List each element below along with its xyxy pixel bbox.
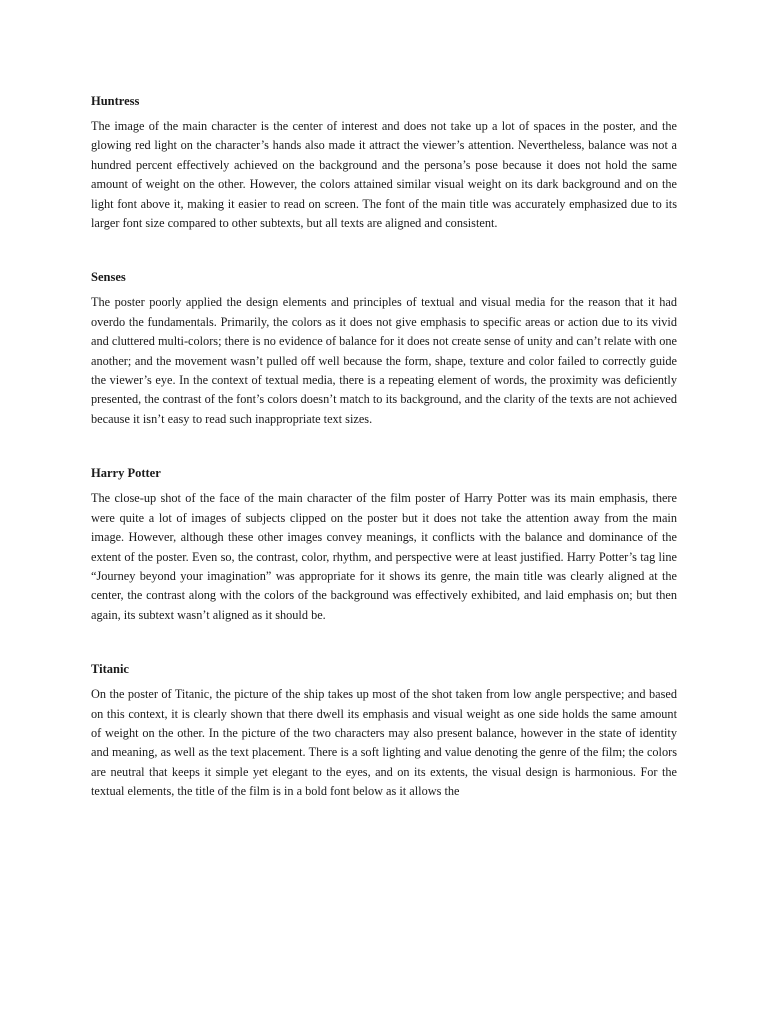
section-paragraph: The close-up shot of the face of the main character of the film poster of Harry Potter was its main emphasis, there were quite a lot of images of subjects clipped on the poster but it does not take the attention away from the main image. However, although these other images convey meanings, it conflicts with the balance and dominance of the extent of the poster. Even so, the contrast, color, rhythm, and perspective were at least justified. Harry Potter’s tag line “Journey beyond your imagination” was appropriate for it shows its genre, the main title was clearly aligned at the center, the contrast along with the colors of the background was effectively exhibited, and laid emphasis on; but then again, its subtext wasn’t aligned as it should be. [91,491,677,622]
section-harry-potter [91,465,677,625]
section-paragraph: On the poster of Titanic, the picture of the ship takes up most of the shot taken from low angle perspective; and based on this context, it is clearly shown that there dwell its emphasis and visual weight as one side holds the same amount of weight on the other. In the picture of the two characters may also present balance, however in the state of identity and meaning, as well as the text placement. There is a soft lighting and value denoting the genre of the film; the colors are neutral that keeps it simple yet elegant to the eyes, and on its extents, the visual design is harmonious. For the textual elements, the title of the film is in a bold font below as it allows the [91,687,677,799]
section-heading: Titanic [91,662,129,677]
section-heading: Huntress [91,94,140,108]
section-huntress [91,93,677,233]
section-paragraph: The poster poorly applied the design elements and principles of textual and visual media for the reason that it had overdo the fundamentals. Primarily, the colors as it does not give emphasis to specific areas or action due to its vivid and cluttered multi-colors; there is no evidence of balance for it does not create sense of unity and can’t relate with one another; and the movement wasn’t pulled off well because the form, shape, texture and color failed to correctly guide the viewer’s eye. In the context of textual media, there is a repeating element of words, the proximity was deficiently presented, the contrast of the font’s colors doesn’t match to its background, and the clarity of the texts are not achieved because it isn’t easy to read such inappropriate text sizes. [91,295,677,426]
section-paragraph: The image of the main character is the center of interest and does not take up a lot of spaces in the poster, and the glowing red light on the character’s hands also made it attract the viewer’s attention. Nevertheless, balance was not a hundred percent effectively achieved on the background and the persona’s pose because it does not hold the same amount of weight on the other. However, the colors attained similar visual weight on its dark background and on the light font above it, making it easier to read on screen. The font of the main title was accurately emphasized due to its larger font size compared to other subtexts, but all texts are aligned and consistent. [91,119,677,231]
section-senses [91,269,677,429]
section-titanic [91,661,677,801]
section-heading: Harry Potter [91,466,161,481]
section-heading: Senses [91,270,126,285]
document-page [91,93,677,838]
